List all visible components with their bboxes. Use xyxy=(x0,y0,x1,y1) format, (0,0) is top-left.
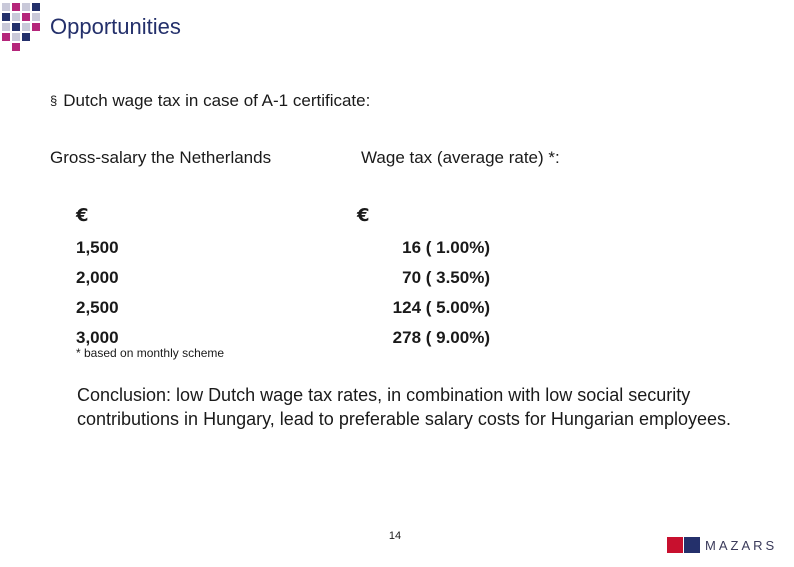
square-icon xyxy=(22,3,30,11)
square-icon xyxy=(12,33,20,41)
logo-red-square-icon xyxy=(667,537,683,553)
square-icon xyxy=(32,23,40,31)
square-icon xyxy=(2,3,10,11)
slide-title: Opportunities xyxy=(50,14,181,39)
square-icon xyxy=(22,33,30,41)
corner-squares-logo xyxy=(0,0,44,56)
logo-navy-square-icon xyxy=(684,537,700,553)
square-icon xyxy=(12,13,20,21)
gross-salary-value: 1,500 xyxy=(76,238,119,257)
currency-symbol-right: € xyxy=(357,205,370,226)
square-icon xyxy=(22,13,30,21)
wage-tax-value: 70 ( 3.50%) xyxy=(402,268,490,287)
gross-salary-value: 2,000 xyxy=(76,268,119,287)
square-icon xyxy=(12,23,20,31)
column-header-wage-tax: Wage tax (average rate) *: xyxy=(361,148,560,167)
logo-text: MAZARS xyxy=(705,538,778,553)
gross-salary-value: 2,500 xyxy=(76,298,119,317)
square-icon xyxy=(32,13,40,21)
wage-tax-column xyxy=(355,233,490,353)
wage-tax-value: 278 ( 9.00%) xyxy=(392,328,490,347)
footnote: * based on monthly scheme xyxy=(76,346,225,360)
square-icon xyxy=(22,23,30,31)
bullet-icon: § xyxy=(50,93,58,108)
currency-symbol-left: € xyxy=(76,205,89,226)
page-number: 14 xyxy=(388,530,402,542)
bullet-text: Dutch wage tax in case of A-1 certificate: xyxy=(63,91,371,110)
bullet-item xyxy=(50,91,370,111)
square-icon xyxy=(2,23,10,31)
square-icon xyxy=(2,13,10,21)
wage-tax-value: 124 ( 5.00%) xyxy=(392,298,490,317)
conclusion-text: Conclusion: low Dutch wage tax rates, in combination with low social security contributions in Hungary, lead to preferable salary costs for Hungarian employees. xyxy=(77,385,732,429)
square-icon xyxy=(12,43,20,51)
gross-salary-value: 3,000 xyxy=(76,328,119,347)
wage-tax-value: 16 ( 1.00%) xyxy=(402,238,490,257)
square-icon xyxy=(2,33,10,41)
gross-salary-column xyxy=(76,233,156,353)
square-icon xyxy=(12,3,20,11)
square-icon xyxy=(32,3,40,11)
column-header-gross-salary: Gross-salary the Netherlands xyxy=(50,148,272,167)
